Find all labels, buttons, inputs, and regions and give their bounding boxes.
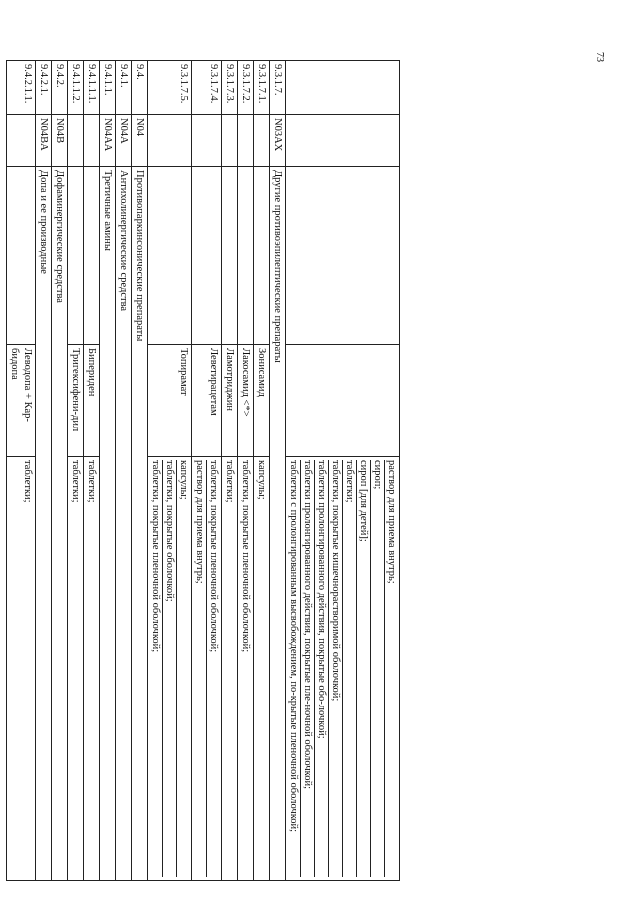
dosage-form-line: таблетки, покрытые пленочной оболочкой; [150,460,161,653]
dosage-form-line: таблетки пролонгированного действия, покрытые обо-лочкой; [314,460,328,877]
atc-code-cell: N04B [52,115,68,167]
section-code-cell: 9.4.2.1.1. [7,61,36,115]
section-code-cell: 9.3.1.7.2. [238,61,254,115]
drug-name-cell: Бипериден [84,345,100,457]
section-code-cell: 9.4.2. [52,61,68,115]
group-name-cell: Третичные амины [100,167,116,881]
drug-name-cell: Лакосамид <*> [238,345,254,457]
dosage-forms-cell [286,457,400,881]
table-row [192,61,222,881]
section-code-cell: 9.4.2.1. [36,61,52,115]
section-code-cell [286,61,400,115]
section-code-cell: 9.4.1. [116,61,132,115]
section-code-cell: 9.3.1.7.3. [222,61,238,115]
table-row [238,61,254,881]
dosage-forms-cell [192,457,222,881]
table-row [36,61,52,881]
atc-code-cell [222,115,238,167]
section-code-cell: 9.4.1.1.2. [68,61,84,115]
section-code-cell: 9.4. [132,61,148,115]
atc-code-cell [192,115,222,167]
dosage-form-line: таблетки; [86,460,97,503]
dosage-form-line: капсулы; [176,460,190,877]
table-row [68,61,84,881]
group-name-cell [148,167,192,345]
table-row [254,61,270,881]
dosage-form-line: таблетки, покрытые кишечнорастворимой оболочкой; [328,460,342,877]
table-row [148,61,192,881]
dosage-forms-cell [7,457,36,881]
table-row [52,61,68,881]
atc-code-cell: N03AX [270,115,286,167]
drug-name-cell: Зонисамид [254,345,270,457]
dosage-forms-cell [222,457,238,881]
dosage-form-line: капсулы; [256,460,267,500]
group-name-cell [286,167,400,345]
table-row [222,61,238,881]
dosage-form-line: таблетки; [224,460,235,503]
group-name-cell [222,167,238,345]
page-number: 73 [594,52,605,62]
drug-name-cell: Топирамат [148,345,192,457]
rotated-table-sheet [9,60,400,880]
section-code-cell: 9.4.1.1.1. [84,61,100,115]
atc-code-cell [7,115,36,167]
table-row [270,61,286,881]
atc-code-cell: N04BA [36,115,52,167]
atc-code-cell: N04AA [100,115,116,167]
atc-code-cell: N04A [116,115,132,167]
group-name-cell: Противопаркинсонические препараты [132,167,148,881]
section-code-cell: 9.3.1.7.1. [254,61,270,115]
group-name-cell [254,167,270,345]
dosage-form-line: таблетки; [22,460,33,503]
atc-code-cell [148,115,192,167]
atc-code-cell [68,115,84,167]
dosage-form-line: таблетки, покрытые пленочной оболочкой; [240,460,251,653]
table-row [100,61,116,881]
group-name-cell [238,167,254,345]
table-row [132,61,148,881]
dosage-forms-cell [238,457,254,881]
atc-code-cell [238,115,254,167]
dosage-form-line: таблетки, покрытые пленочной оболочкой; [206,460,220,877]
atc-code-cell: N04 [132,115,148,167]
drug-name-cell: Ламотриджин [222,345,238,457]
section-code-cell: 9.3.1.7. [270,61,286,115]
drug-name-cell: Леветирацетам [192,345,222,457]
section-code-cell: 9.3.1.7.5. [148,61,192,115]
table-row [84,61,100,881]
drug-name-cell: Леводопа + Кар-бидопа [7,345,36,457]
dosage-form-line: таблетки; [70,460,81,503]
group-name-cell: Антихолинергические средства [116,167,132,881]
atc-code-cell [84,115,100,167]
group-name-cell: Другие противоэпилептические препараты [270,167,286,881]
table-row [116,61,132,881]
drug-name-cell [286,345,400,457]
table-row [286,61,400,881]
atc-code-cell [254,115,270,167]
group-name-cell [7,167,36,345]
table-row [7,61,36,881]
section-code-cell: 9.4.1.1. [100,61,116,115]
dosage-forms-cell [254,457,270,881]
group-name-cell [68,167,84,345]
atc-code-cell [286,115,400,167]
group-name-cell: Дофаминергические средства [52,167,68,881]
dosage-form-line: таблетки; [342,460,356,877]
dosage-form-line: таблетки пролонгированного действия, покрытые пле-ночной оболочкой; [300,460,314,877]
dosage-form-line: таблетки с пролонгированным высвобождением, по-крытые пленочной оболочкой; [288,460,299,833]
dosage-form-line: сироп [для детей]; [356,460,370,877]
dosage-forms-cell [84,457,100,881]
dosage-form-line: сироп; [370,460,384,877]
medication-table [6,60,400,881]
group-name-cell [192,167,222,345]
group-name-cell [84,167,100,345]
drug-name-cell: Тригексифени-дил [68,345,84,457]
dosage-form-line: таблетки, покрытые оболочкой; [162,460,176,877]
dosage-forms-cell [148,457,192,881]
section-code-cell: 9.3.1.7.4. [192,61,222,115]
dosage-form-line: раствор для приема внутрь; [384,460,398,877]
group-name-cell: Допа и ее производные [36,167,52,881]
dosage-forms-cell [68,457,84,881]
dosage-form-line: раствор для приема внутрь; [194,460,205,584]
